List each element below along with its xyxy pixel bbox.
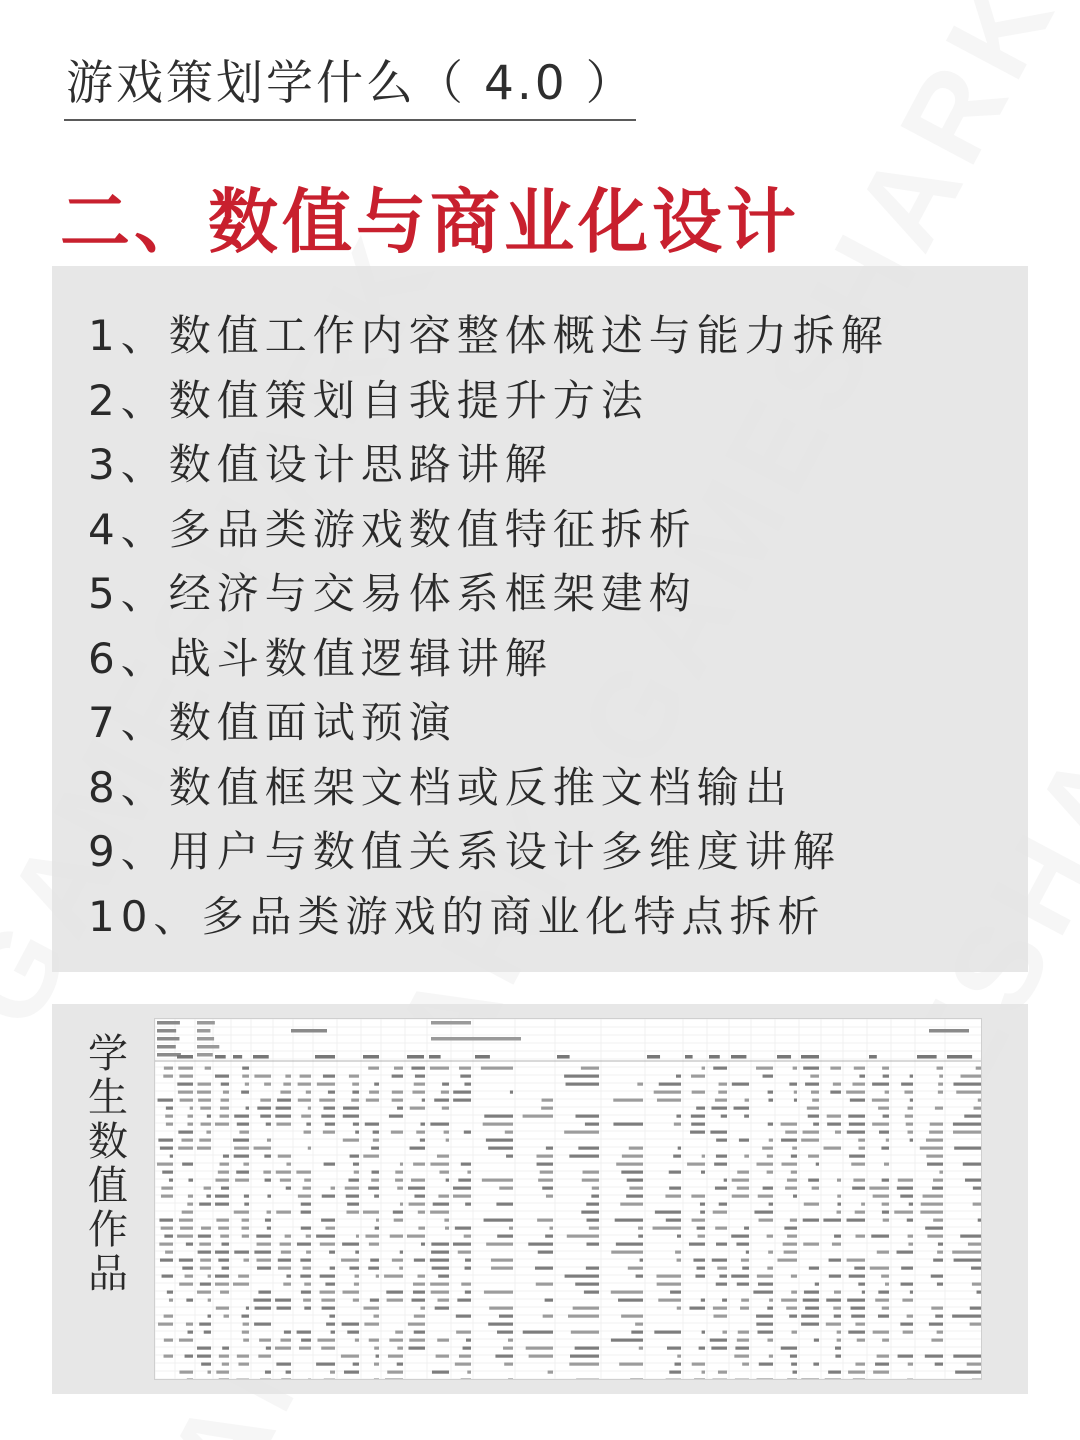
topic-item: 4、多品类游戏数值特征拆析 [88, 504, 697, 554]
spreadsheet-image [155, 1019, 982, 1380]
spreadsheet-screenshot [154, 1018, 982, 1380]
topic-item: 8、数值框架文档或反推文档输出 [88, 762, 793, 812]
topic-panel [52, 266, 1028, 972]
topic-item: 2、数值策划自我提升方法 [88, 375, 649, 425]
student-works-panel [52, 1004, 1028, 1394]
topic-item: 5、经济与交易体系框架建构 [88, 569, 697, 618]
title-divider [64, 119, 636, 121]
topic-item: 1、数值工作内容整体概述与能力拆解 [88, 311, 889, 360]
label-char: 值 [88, 1163, 128, 1209]
topic-item: 10、多品类游戏的商业化特点拆析 [88, 891, 826, 941]
label-char: 品 [88, 1251, 128, 1297]
topic-item: 6、战斗数值逻辑讲解 [88, 633, 553, 683]
student-works-label [88, 1032, 128, 1296]
section-heading: 二、数值与商业化设计 [60, 181, 800, 263]
label-char: 学 [88, 1031, 128, 1077]
topic-list [88, 304, 889, 949]
topic-item: 9、用户与数值关系设计多维度讲解 [88, 827, 841, 876]
label-char: 生 [88, 1075, 128, 1121]
series-title: 游戏策划学什么（ 4.0 ） [66, 56, 636, 111]
topic-item: 7、数值面试预演 [88, 698, 457, 747]
topic-item: 3、数值设计思路讲解 [88, 440, 553, 489]
label-char: 数 [88, 1119, 128, 1165]
label-char: 作 [88, 1207, 128, 1253]
